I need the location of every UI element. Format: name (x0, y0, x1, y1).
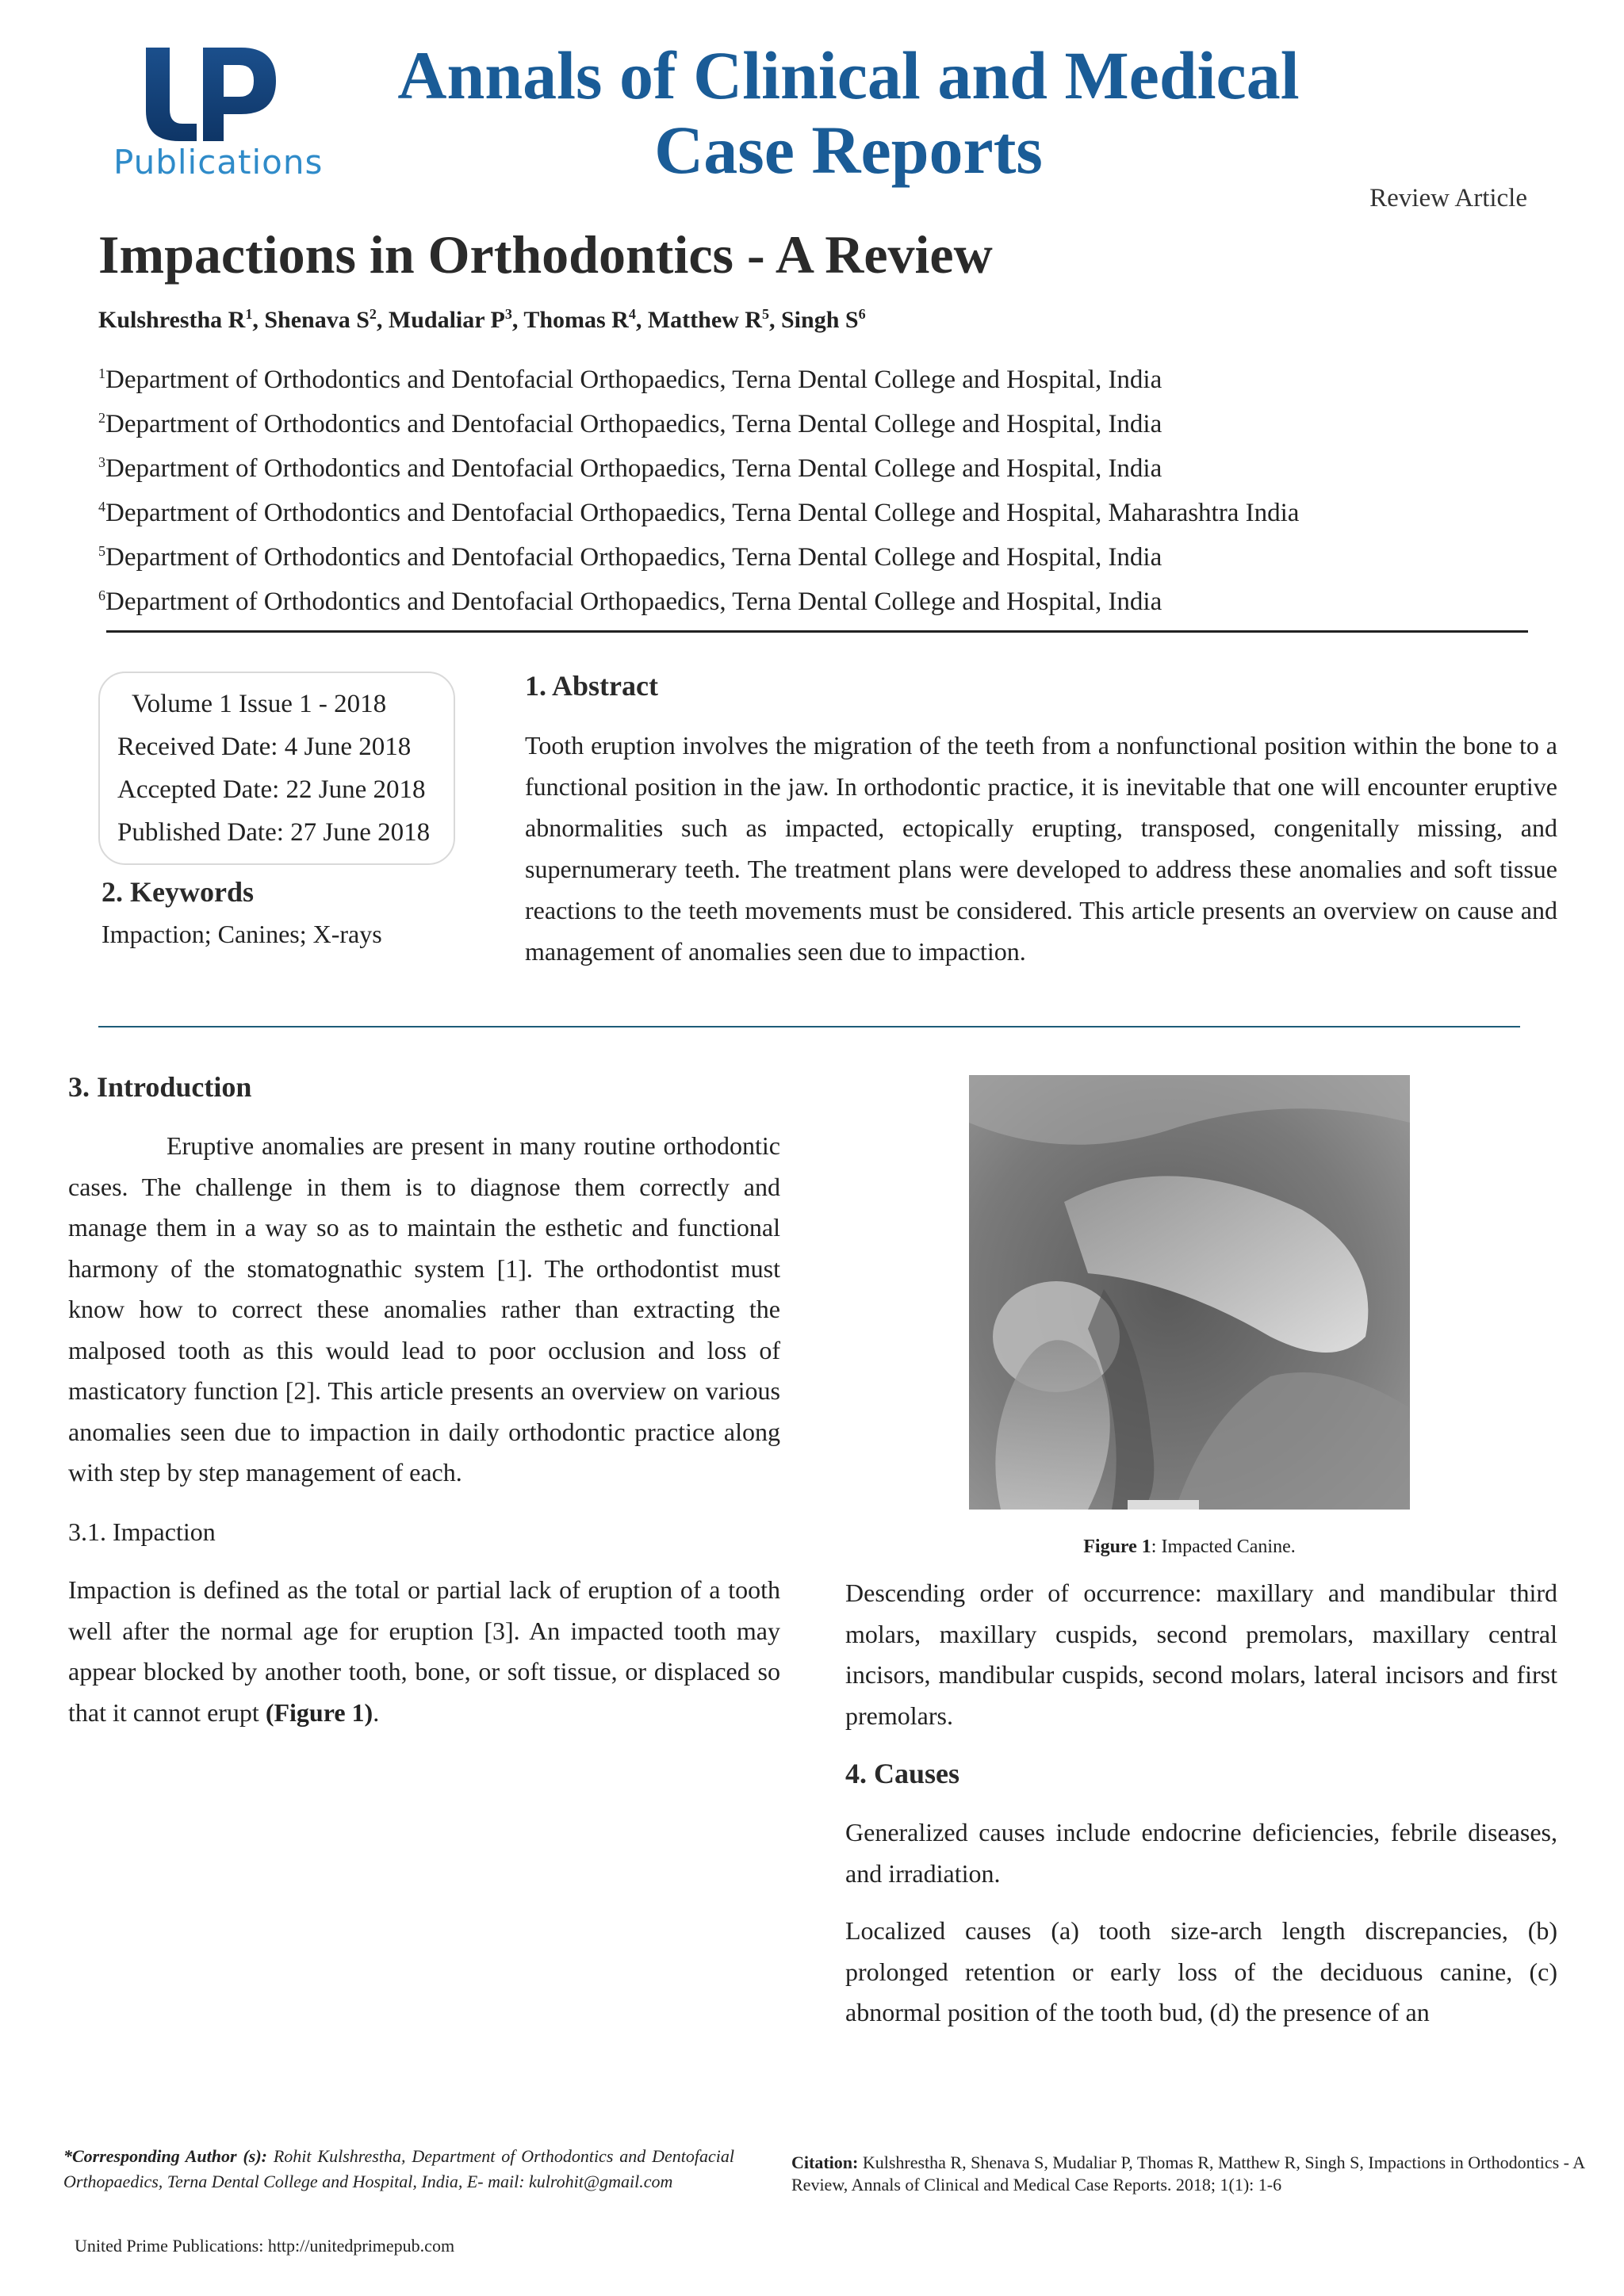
affiliation-text: Department of Orthodontics and Dentofacial Orthopaedics, Terna Dental College and Hospital, India (105, 587, 1162, 616)
impaction-subheading: 3.1. Impaction (68, 1517, 216, 1546)
corresponding-author-text: Rohit Kulshrestha, Department of Orthodontics and Dentofacial Orthopaedics, Terna Dental College and Hospital, India, E- mail: kulrohit@gmail.com (63, 2146, 734, 2191)
affiliation-text: Department of Orthodontics and Dentofacial Orthopaedics, Terna Dental College and Hospital, India (105, 365, 1162, 394)
author: Singh S (780, 307, 859, 333)
author-sup: 3 (504, 306, 512, 322)
affiliation-sup: 3 (98, 454, 105, 470)
author-sup: 6 (858, 306, 866, 322)
author: Matthew R (647, 307, 762, 333)
affiliation-text: Department of Orthodontics and Dentofacial Orthopaedics, Terna Dental College and Hospital, India (105, 410, 1162, 438)
publisher-footer-link[interactable]: United Prime Publications: http://unitedprimepub.com (75, 2236, 455, 2256)
affiliation-list (98, 354, 1299, 621)
author-sup: 4 (628, 306, 636, 322)
publisher-logo (109, 41, 324, 184)
xray-illustration (969, 1075, 1410, 1510)
accepted-date: Accepted Date: 22 June 2018 (117, 775, 426, 804)
affiliation (98, 576, 1299, 621)
published-date: Published Date: 27 June 2018 (117, 818, 431, 847)
abstract-text: Tooth eruption involves the migration of the teeth from a nonfunctional position within the bone to a functional position in the jaw. In orthodontic practice, it is inevitable that one will encounter eruptive abnormalities such as impacted, ectopically erupting, transposed, congenitally missing, and supernumerary teeth. The treatment plans were developed to address these anomalies and soft tissue reactions to the teeth movements must be considered. This article presents an overview on cause and management of anomalies seen due to impaction. (525, 731, 1557, 966)
affiliation-text: Department of Orthodontics and Dentofacial Orthopaedics, Terna Dental College and Hospital, India (105, 454, 1162, 483)
affiliation-sup: 5 (98, 543, 105, 559)
author: Kulshrestha R (98, 307, 246, 333)
author: Shenava S (264, 307, 370, 333)
author: Thomas R (523, 307, 629, 333)
journal-title-line1: Annals of Clinical and Medical (397, 37, 1300, 113)
up-logo-icon (141, 41, 284, 144)
author: Mudaliar P (388, 307, 505, 333)
occurrence-text: Descending order of occurrence: maxillary and mandibular third molars, maxillary cuspids, second premolars, maxillary central incisors, mandibular cuspids, second molars, lateral incisors and first premolars. (845, 1578, 1557, 1730)
causes-localized-text: Localized causes (a) tooth size-arch length discrepancies, (b) prolonged retention or early loss of the deciduous canine, (c) abnormal position of the tooth bud, (d) the presence of an (845, 1916, 1557, 2026)
author-list: Kulshrestha $R^1$, Shenava $S^2$, Mudaliar $P^3$, Thomas $R^4$, Matthew $R^5$, Singh $S^6$ (98, 306, 866, 333)
citation-label: Citation: (791, 2152, 859, 2172)
affiliation (98, 443, 1299, 488)
article-title: Impactions in Orthodontics - A Review (98, 224, 993, 285)
author-sup: 2 (369, 306, 377, 322)
affiliation-sup: 4 (98, 499, 105, 515)
received-date: Received Date: 4 June 2018 (117, 733, 412, 761)
affiliation-sup: 2 (98, 410, 105, 426)
impaction-paragraph (68, 1570, 780, 1733)
affiliation (98, 354, 1299, 399)
author-sup: 1 (245, 306, 253, 322)
figure-xray-image (969, 1075, 1410, 1510)
introduction-text: Eruptive anomalies are present in many routine orthodontic cases. The challenge in them is to diagnose them correctly and manage them in a way so as to maintain the esthetic and functional harmony of the stomatognathic system [1]. The orthodontist must know how to correct these anomalies rather than extracting the malposed tooth as this would lead to poor occlusion and loss of masticatory function [2]. This article presents an overview on various anomalies seen due to impaction in daily orthodontic practice along with step by step management of each. (68, 1131, 780, 1487)
logo-text: Publications (113, 143, 324, 182)
keywords-text: Impaction; Canines; X-rays (102, 920, 382, 948)
keywords-heading: 2. Keywords (102, 876, 254, 908)
affiliation-text: Department of Orthodontics and Dentofacial Orthopaedics, Terna Dental College and Hospital, India (105, 543, 1162, 572)
figure-label: Figure 1 (1083, 1536, 1151, 1557)
citation (791, 2152, 1619, 2196)
figure-caption-text: : Impacted Canine. (1151, 1536, 1296, 1557)
header-divider (106, 630, 1528, 633)
corresponding-author-label: *Corresponding Author (s): (63, 2146, 267, 2166)
author-sup: 5 (761, 306, 769, 322)
affiliation-sup: 1 (98, 365, 105, 381)
abstract-heading: 1. Abstract (525, 670, 658, 702)
impaction-text: Impaction is defined as the total or partial lack of eruption of a tooth well after the normal age for eruption [3]. An impacted tooth may appear blocked by another tooth, bone, or soft tissue, or displaced so that it cannot erupt (68, 1575, 780, 1727)
affiliation-sup: 6 (98, 587, 105, 603)
affiliation (98, 488, 1299, 532)
introduction-heading: 3. Introduction (68, 1071, 252, 1103)
corresponding-author (63, 2144, 734, 2195)
affiliation (98, 532, 1299, 576)
article-type: Review Article (1369, 184, 1527, 212)
affiliation-text: Department of Orthodontics and Dentofacial Orthopaedics, Terna Dental College and Hospital, Maharashtra India (105, 499, 1300, 527)
citation-text: Kulshrestha R, Shenava S, Mudaliar P, Thomas R, Matthew R, Singh S, Impactions in Orthodontics - A Review, Annals of Clinical and Medical Case Reports. 2018; 1(1): 1-6 (791, 2152, 1584, 2195)
figure-caption (969, 1536, 1410, 1558)
affiliation (98, 399, 1299, 443)
causes-heading: 4. Causes (845, 1758, 960, 1789)
journal-title (373, 38, 1324, 187)
article-info-box (98, 672, 455, 865)
journal-title-line2: Case Reports (654, 112, 1043, 188)
volume-issue: Volume 1 Issue 1 - 2018 (132, 690, 387, 718)
figure-reference-link[interactable]: (Figure 1) (265, 1697, 373, 1727)
abstract-divider (98, 1026, 1520, 1027)
impaction-text-end: . (373, 1697, 380, 1727)
causes-generalized-text: Generalized causes include endocrine deficiencies, febrile diseases, and irradiation. (845, 1818, 1557, 1888)
